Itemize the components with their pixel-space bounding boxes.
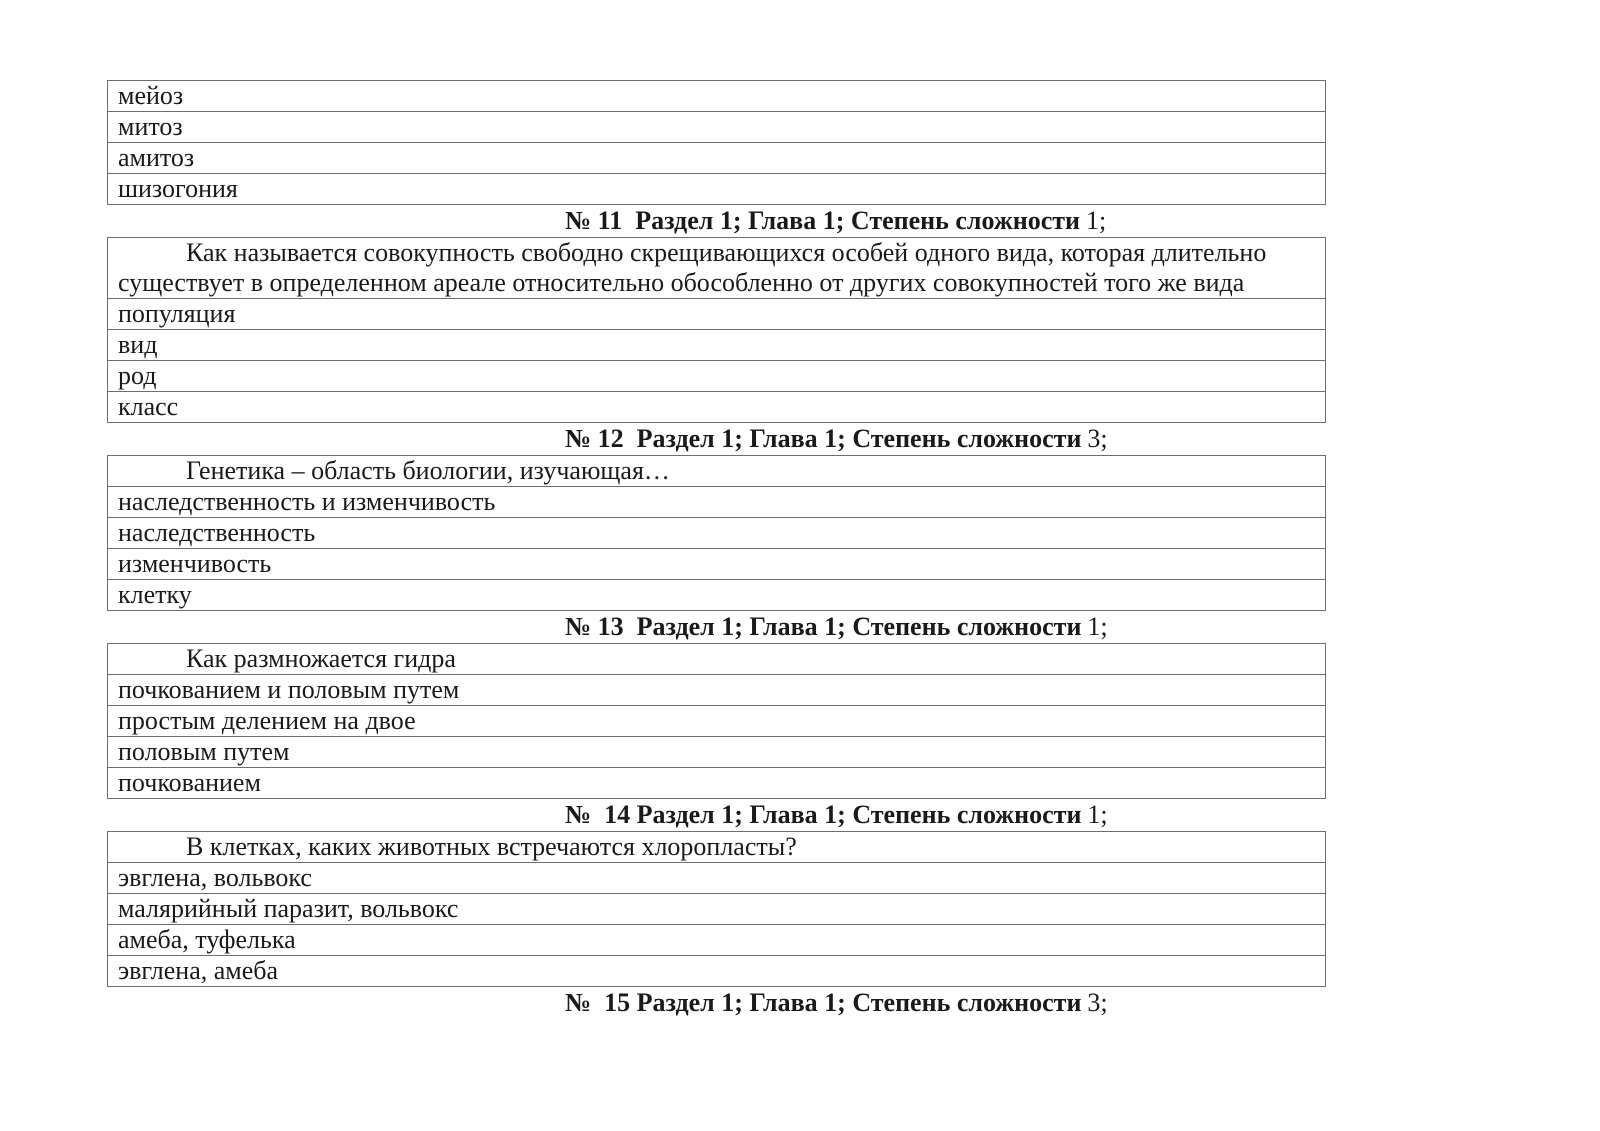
- answer-option: эвглена, амеба: [108, 956, 1325, 987]
- answer-option: амеба, туфелька: [108, 925, 1325, 956]
- answer-option: класс: [108, 392, 1325, 423]
- question-text: В клетках, каких животных встречаются хлоропласты?: [108, 832, 1325, 863]
- answer-option: почкованием и половым путем: [108, 675, 1325, 706]
- difficulty-value: 1;: [1086, 206, 1107, 235]
- question-text: Генетика – область биологии, изучающая…: [108, 456, 1325, 487]
- question-heading: [107, 611, 1326, 643]
- question-number-label: № 11 Раздел 1; Глава 1; Степень сложности: [565, 206, 1080, 235]
- question-table: [107, 237, 1326, 423]
- question-heading: [107, 799, 1326, 831]
- difficulty-value: 1;: [1087, 612, 1108, 641]
- answer-option: амитоз: [108, 143, 1325, 174]
- answer-option: вид: [108, 330, 1325, 361]
- answer-option: почкованием: [108, 768, 1325, 799]
- answer-option: наследственность и изменчивость: [108, 487, 1325, 518]
- answer-option: наследственность: [108, 518, 1325, 549]
- question-number-label: № 15 Раздел 1; Глава 1; Степень сложности: [565, 988, 1082, 1017]
- answer-option: половым путем: [108, 737, 1325, 768]
- question-table: [107, 831, 1326, 987]
- question-heading: [107, 987, 1326, 1019]
- question-heading: [107, 423, 1326, 455]
- question-number-label: № 12 Раздел 1; Глава 1; Степень сложности: [565, 424, 1082, 453]
- answer-option: митоз: [108, 112, 1325, 143]
- question-number-label: № 13 Раздел 1; Глава 1; Степень сложности: [565, 612, 1082, 641]
- answer-table-continued: [107, 80, 1326, 205]
- answer-option: эвглена, вольвокс: [108, 863, 1325, 894]
- question-number-label: № 14 Раздел 1; Глава 1; Степень сложности: [565, 800, 1082, 829]
- question-text: Как размножается гидра: [108, 644, 1325, 675]
- answer-option: род: [108, 361, 1325, 392]
- question-heading: [107, 205, 1326, 237]
- answer-option: шизогония: [108, 174, 1325, 205]
- difficulty-value: 3;: [1087, 424, 1108, 453]
- question-text: Как называется совокупность свободно скрещивающихся особей одного вида, которая длительно существует в определенном ареале относительно обособленно от других совокупностей того же вида: [108, 238, 1325, 299]
- answer-option: малярийный паразит, вольвокс: [108, 894, 1325, 925]
- answer-option: клетку: [108, 580, 1325, 611]
- document-page: [107, 80, 1326, 1019]
- answer-option: популяция: [108, 299, 1325, 330]
- question-table: [107, 643, 1326, 799]
- difficulty-value: 1;: [1087, 800, 1108, 829]
- question-table: [107, 455, 1326, 611]
- answer-option: мейоз: [108, 81, 1325, 112]
- answer-option: простым делением на двое: [108, 706, 1325, 737]
- answer-option: изменчивость: [108, 549, 1325, 580]
- difficulty-value: 3;: [1087, 988, 1108, 1017]
